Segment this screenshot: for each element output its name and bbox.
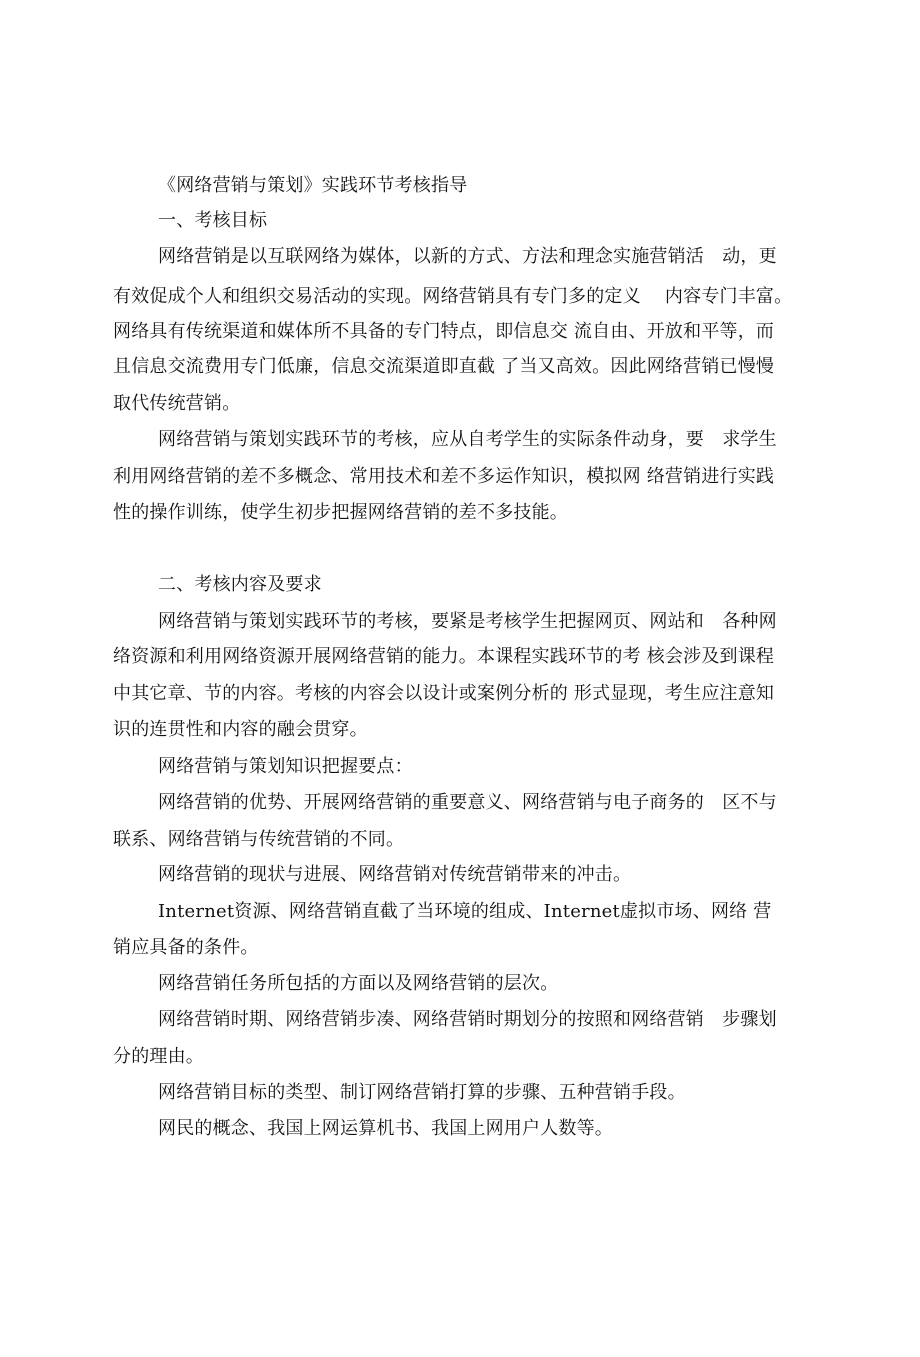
list-item: 网络营销的现状与进展、网络营销对传统营销带来的冲击。 (158, 864, 632, 885)
list-item: Internet资源、网络营销直截了当环境的组成、Internet虚拟市场、网络 营 (158, 901, 772, 922)
paragraph-line: 性的操作训练，使学生初步把握网络营销的差不多技能。 (113, 502, 568, 523)
paragraph-line: 络资源和利用网络资源开展网络营销的能力。本课程实践环节的考 核会涉及到课程 (113, 646, 775, 667)
paragraph-line: 有效促成个人和组织交易活动的实现。网络营销具有专门多的定义 内容专门丰富。 (113, 286, 793, 307)
paragraph-line: 网络具有传统渠道和媒体所不具备的专门特点，即信息交 流自由、开放和平等，而 (113, 321, 775, 342)
list-item: 网络营销时期、网络营销步凑、网络营销时期划分的按照和网络营销 步骤划 (158, 1009, 777, 1030)
paragraph-line: 中其它章、节的内容。考核的内容会以设计或案例分析的 形式显现，考生应注意知 (113, 683, 775, 704)
document-title: 《网络营销与策划》实践环节考核指导 (158, 175, 468, 196)
list-item: 网民的概念、我国上网运算机书、我国上网用户人数等。 (158, 1118, 613, 1139)
list-item: 分的理由。 (113, 1046, 204, 1067)
paragraph-line: 且信息交流费用专门低廉，信息交流渠道即直截 了当又高效。因此网络营销已慢慢 (113, 356, 775, 377)
paragraph-line: 网络营销与策划实践环节的考核，要紧是考核学生把握网页、网站和 各种网 (158, 611, 777, 632)
list-item: 销应具备的条件。 (113, 937, 259, 958)
list-item: 网络营销目标的类型、制订网络营销打算的步骤、五种营销手段。 (158, 1082, 686, 1103)
list-item: 联系、网络营销与传统营销的不同。 (113, 829, 405, 850)
knowledge-heading: 网络营销与策划知识把握要点： (158, 756, 413, 777)
list-item: 网络营销的优势、开展网络营销的重要意义、网络营销与电子商务的 区不与 (158, 792, 777, 813)
section-heading-content: 二、考核内容及要求 (158, 574, 322, 595)
section-heading-goals: 一、考核目标 (158, 210, 268, 231)
list-item: 网络营销任务所包括的方面以及网络营销的层次。 (158, 973, 559, 994)
paragraph-line: 识的连贯性和内容的融会贯穿。 (113, 719, 368, 740)
paragraph-line: 利用网络营销的差不多概念、常用技术和差不多运作知识，模拟网 络营销进行实践 (113, 466, 775, 487)
paragraph-line: 网络营销是以互联网络为媒体，以新的方式、方法和理念实施营销活 动，更 (158, 246, 777, 267)
paragraph-line: 取代传统营销。 (113, 393, 241, 414)
paragraph-line: 网络营销与策划实践环节的考核，应从自考学生的实际条件动身，要 求学生 (158, 429, 777, 450)
